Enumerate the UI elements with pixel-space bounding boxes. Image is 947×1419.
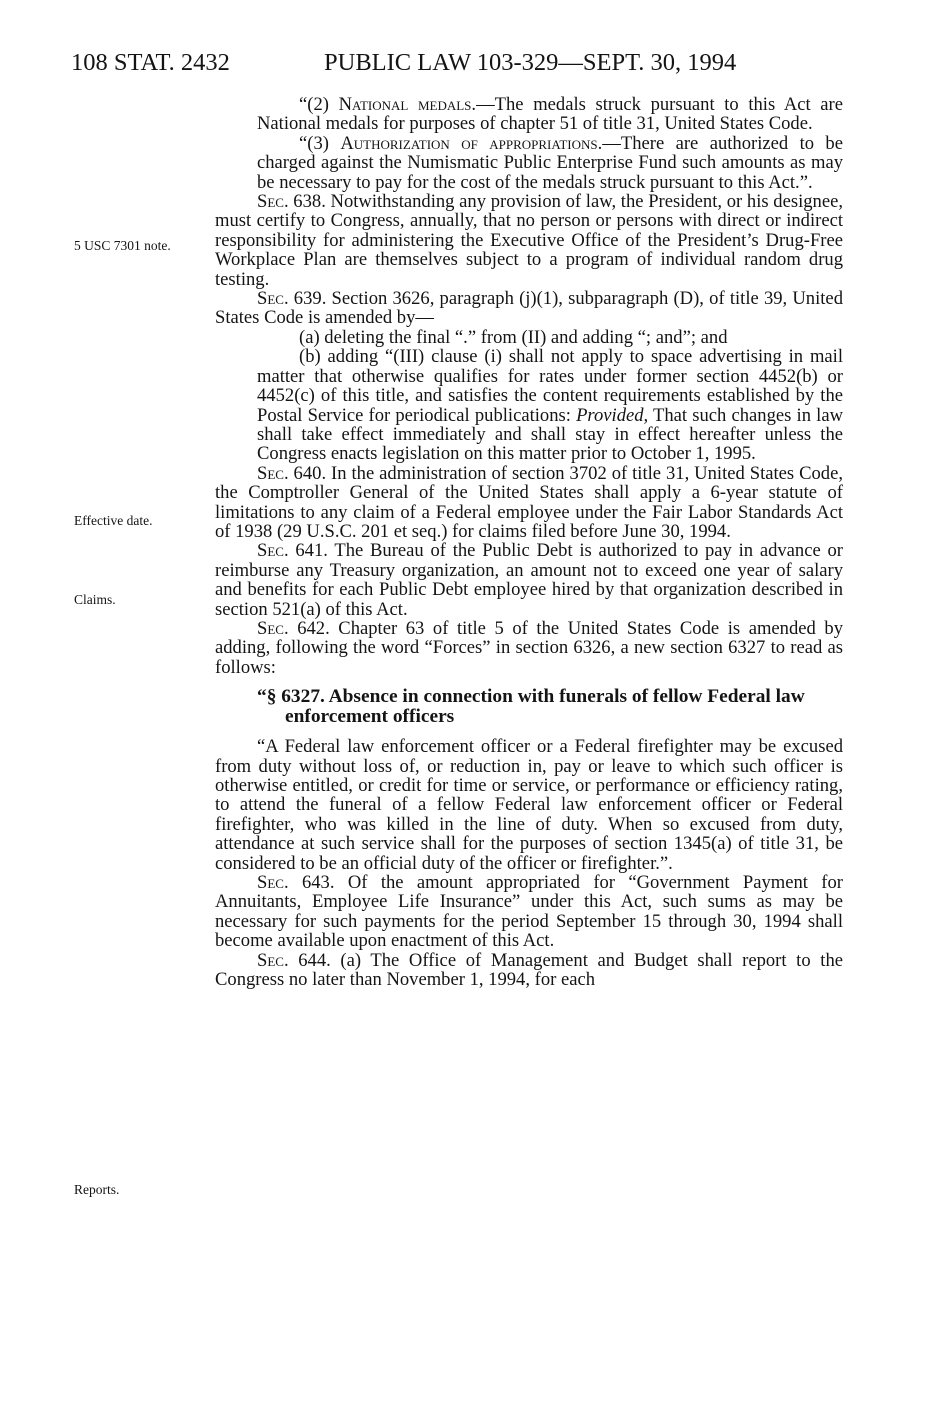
section-643: Sec. 643. Of the amount appropriated for “Government Payment for Annuitants, Employee Life Insurance” under this Act, such sums as may be necessary for such payments for the period September 15 through 30, 1994 shall become available upon enactment of this Act. — [215, 872, 843, 952]
paragraph-national-medals: “(2) National medals.—The medals struck pursuant to this Act are National medals for purposes of chapter 51 of title 31, United States Code. — [257, 94, 843, 135]
section-638: Sec. 638. Notwithstanding any provision of law, the President, or his designee, must certify to Congress, annually, that no person or persons with direct or indirect responsibility for administering the Executive Office of the President’s Drug-Free Workplace Plan are themselves subject to a program of individual random drug testing. — [215, 191, 843, 290]
statute-page-number: 108 STAT. 2432 — [71, 49, 230, 76]
section-642: Sec. 642. Chapter 63 of title 5 of the United States Code is amended by adding, following the word “Forces” in section 6326, a new section 6327 to read as follows: — [215, 617, 843, 678]
margin-note-effective-date: Effective date. — [74, 513, 153, 528]
section-6327-text: “A Federal law enforcement officer or a Federal firefighter may be excused from duty without loss of, or reduction in, pay or leave to which such officer is otherwise entitled, or credit for time or service, or performance or efficiency rating, to attend the funeral of a fellow Federal law enforcement officer or Federal firefighter, who was killed in the line of duty. When so excused from duty, attendance at such service shall for the purposes of section 1345(a) of title 31, be considered to be an official duty of the officer or firefighter.”. — [215, 736, 843, 874]
margin-note-usc: 5 USC 7301 note. — [74, 238, 171, 253]
paragraph-authorization: “(3) Authorization of appropriations.—There are authorized to be charged against the Numismatic Public Enterprise Fund such amounts as may be necessary to pay for the cost of the medals struck pursuant to this Act.”. — [257, 132, 843, 193]
document-body — [215, 95, 843, 989]
section-640: Sec. 640. In the administration of section 3702 of title 31, United States Code, the Comptroller General of the United States shall apply a 6-year statute of limitations to any claim of a Federal employee under the Fair Labor Standards Act of 1938 (29 U.S.C. 201 et seq.) for claims filed before June 30, 1994. — [215, 462, 843, 542]
section-639-a: (a) deleting the final “.” from (II) and adding “; and”; and — [299, 326, 728, 348]
margin-note-reports: Reports. — [74, 1182, 120, 1197]
public-law-title: PUBLIC LAW 103-329—SEPT. 30, 1994 — [324, 49, 737, 76]
section-644: Sec. 644. (a) The Office of Management and Budget shall report to the Congress no later than November 1, 1994, for each — [215, 949, 843, 991]
margin-note-claims: Claims. — [74, 592, 116, 607]
section-639-b: (b) adding “(III) clause (i) shall not apply to space advertising in mail matter that otherwise qualifies for rates under former section 4452(b) or 4452(c) of this title, and satisfies the content requirements established by the Postal Service for periodical publications: Provided, That such changes in law shall take effect immediately and shall stay in effect hereafter unless the Congress enacts legislation on this matter prior to October 1, 1995. — [257, 346, 843, 465]
section-641: Sec. 641. The Bureau of the Public Debt is authorized to pay in advance or reimburse any Treasury organization, an amount not to exceed one year of salary and benefits for each Public Debt employee hired by that organization described in section 521(a) of this Act. — [215, 540, 843, 620]
section-6327-heading: “§ 6327. Absence in connection with funerals of fellow Federal law enforcement officers — [257, 686, 805, 728]
section-639: Sec. 639. Section 3626, paragraph (j)(1), subparagraph (D), of title 39, United States Code is amended by— — [215, 288, 843, 329]
